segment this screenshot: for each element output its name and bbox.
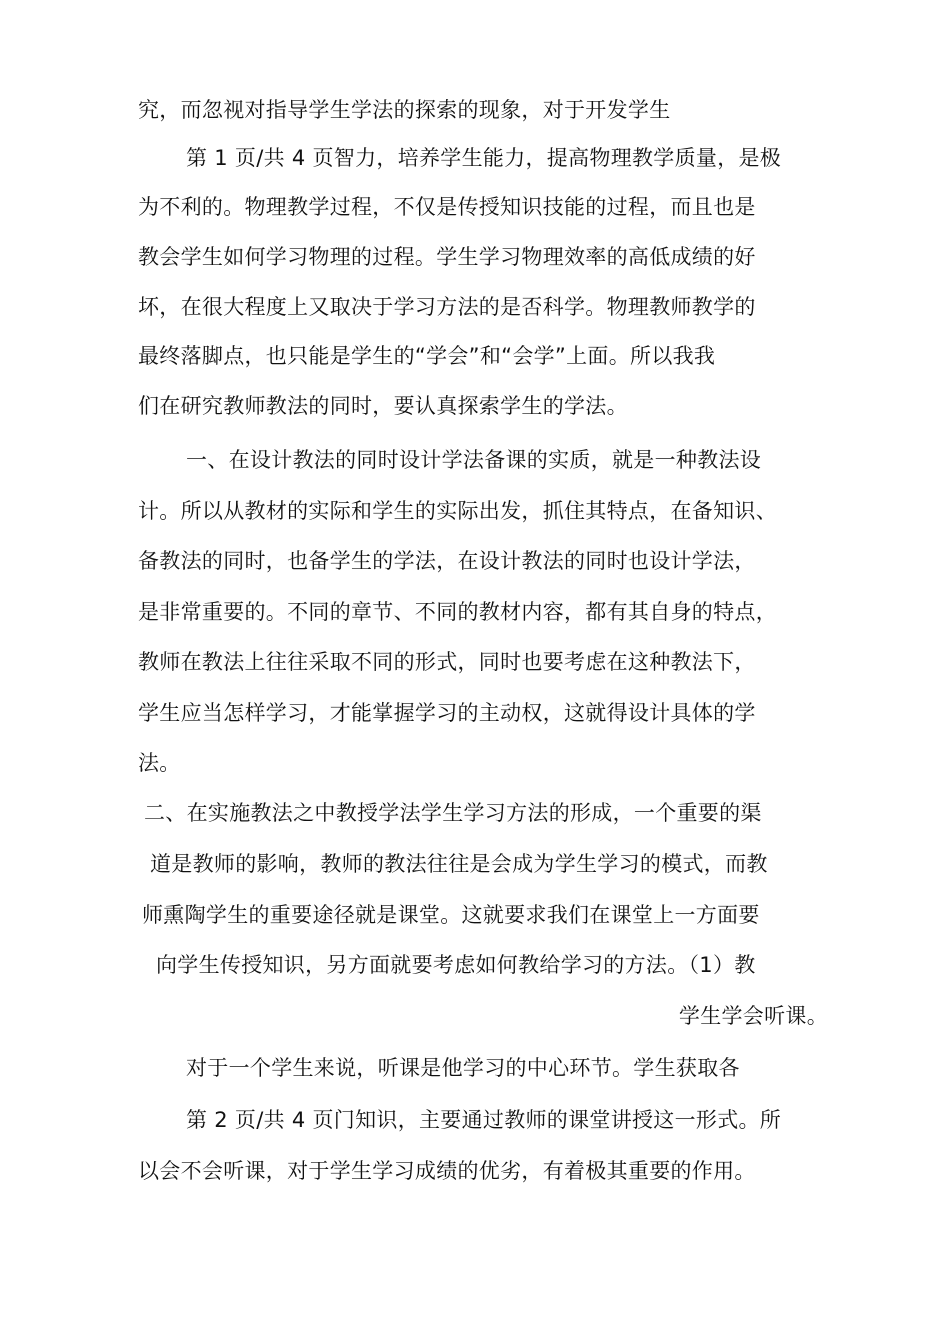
text-line: 备教法的同时，也备学生的学法，在设计教法的同时也设计学法，: [138, 549, 756, 573]
text-line: 为不利的。物理教学过程，不仅是传授知识技能的过程，而且也是: [138, 195, 756, 219]
text-line: 坏，在很大程度上又取决于学习方法的是否科学。物理教师教学的: [138, 295, 756, 319]
text-line: 教会学生如何学习物理的过程。学生学习物理效率的高低成绩的好: [138, 245, 756, 269]
text-line: 对于一个学生来说，听课是他学习的中心环节。学生获取各: [186, 1056, 740, 1080]
text-line: 第 1 页/共 4 页智力，培养学生能力，提高物理教学质量，是极: [186, 146, 782, 170]
text-line: 学生学会听课。: [678, 1004, 828, 1028]
text-line: 是非常重要的。不同的章节、不同的教材内容，都有其自身的特点，: [138, 600, 777, 624]
text-line: 一、在设计教法的同时设计学法备课的实质，就是一种教法设: [186, 448, 762, 472]
text-line: 学生应当怎样学习，才能掌握学习的主动权，这就得设计具体的学: [138, 701, 756, 725]
text-line: 师熏陶学生的重要途径就是课堂。这就要求我们在课堂上一方面要: [142, 903, 760, 927]
text-line: 法。: [138, 751, 181, 775]
text-line: 究，而忽视对指导学生学法的探索的现象，对于开发学生: [138, 98, 671, 122]
text-line: 以会不会听课，对于学生学习成绩的优劣，有着极其重要的作用。: [138, 1159, 756, 1183]
text-line: 教师在教法上往往采取不同的形式，同时也要考虑在这种教法下，: [138, 650, 756, 674]
text-line: 二、在实施教法之中教授学法学生学习方法的形成，一个重要的渠: [144, 801, 762, 825]
text-line: 计。所以从教材的实际和学生的实际出发，抓住其特点，在备知识、: [138, 499, 777, 523]
text-line: 第 2 页/共 4 页门知识，主要通过教师的课堂讲授这一形式。所: [186, 1108, 782, 1132]
text-line: 们在研究教师教法的同时，要认真探索学生的学法。: [138, 394, 628, 418]
text-line: 向学生传授知识，另方面就要考虑如何教给学习的方法。（1）教: [156, 953, 756, 977]
text-line: 最终落脚点，也只能是学生的“学会”和“会学”上面。所以我我: [138, 344, 716, 368]
text-line: 道是教师的影响，教师的教法往往是会成为学生学习的模式，而教: [150, 852, 768, 876]
